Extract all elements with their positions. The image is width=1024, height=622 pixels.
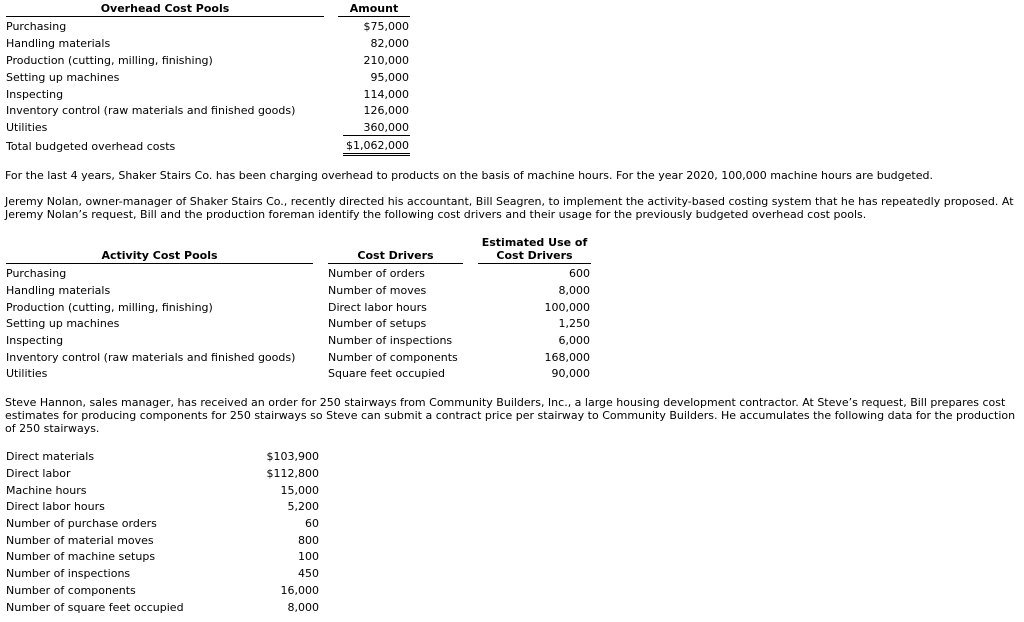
production-row-value: $112,800 [266, 467, 319, 480]
production-row-label: Number of material moves [6, 534, 154, 547]
activity-row-usage: 600 [569, 267, 590, 280]
production-row-label: Number of purchase orders [6, 517, 157, 530]
overhead-row-label: Setting up machines [6, 71, 120, 84]
overhead-amount-header: Amount [349, 2, 399, 15]
production-row-label: Number of components [6, 584, 136, 597]
activity-row-usage: 6,000 [558, 334, 590, 347]
activity-pool-header-underline [6, 263, 313, 264]
overhead-row-label: Handling materials [6, 37, 111, 50]
paragraph-machine-hours: For the last 4 years, Shaker Stairs Co. has been charging overhead to products on the basis of machine hours. For the year 2020, 100,000 machine hours are budgeted. [5, 169, 933, 182]
overhead-amount-header-underline [338, 16, 410, 17]
overhead-total-double-rule-2 [343, 155, 410, 156]
activity-row-driver: Square feet occupied [328, 367, 446, 380]
production-row-value: 15,000 [280, 484, 319, 497]
overhead-pool-header-underline [6, 16, 324, 17]
activity-row-driver: Direct labor hours [328, 301, 427, 314]
production-row-value: 60 [305, 517, 319, 530]
activity-row-usage: 168,000 [544, 351, 590, 364]
production-row-label: Number of inspections [6, 567, 131, 580]
production-row-label: Direct labor [6, 467, 71, 480]
activity-row-usage: 1,250 [558, 317, 590, 330]
production-row-label: Direct materials [6, 450, 95, 463]
activity-row-pool: Inspecting [6, 334, 64, 347]
cost-drivers-header-underline [328, 263, 463, 264]
production-row-value: 450 [298, 567, 319, 580]
overhead-total-amount: $1,062,000 [346, 139, 409, 152]
activity-row-driver: Number of setups [328, 317, 427, 330]
paragraph-order-request: Steve Hannon, sales manager, has received an order for 250 stairways from Community Builders, Inc., a large housing development contractor. At Steve’s request, Bill prepares cost estimates for producing components for 250 stairways so Steve can submit a contract price per stairway to Community Builders. He accumulates the following data for the production of 250 stairways. [5, 396, 1016, 435]
activity-row-pool: Production (cutting, milling, finishing) [6, 301, 213, 314]
activity-row-pool: Purchasing [6, 267, 67, 280]
overhead-row-amount: 95,000 [370, 71, 409, 84]
activity-row-pool: Inventory control (raw materials and finished goods) [6, 351, 296, 364]
production-row-value: 16,000 [280, 584, 319, 597]
overhead-pool-header: Overhead Cost Pools [100, 2, 230, 15]
overhead-row-amount: 210,000 [363, 54, 409, 67]
overhead-total-double-rule-1 [343, 153, 410, 154]
overhead-row-label: Production (cutting, milling, finishing) [6, 54, 213, 67]
activity-row-pool: Utilities [6, 367, 48, 380]
activity-row-driver: Number of components [328, 351, 458, 364]
cost-drivers-header: Cost Drivers [357, 249, 434, 262]
usage-header-line1: Estimated Use of [481, 236, 588, 249]
production-row-value: 5,200 [287, 500, 319, 513]
production-row-value: 800 [298, 534, 319, 547]
overhead-subtotal-rule [343, 135, 410, 136]
overhead-row-label: Utilities [6, 121, 48, 134]
activity-row-usage: 100,000 [544, 301, 590, 314]
overhead-row-label: Inspecting [6, 88, 64, 101]
overhead-row-amount: 360,000 [363, 121, 409, 134]
overhead-row-amount: $75,000 [363, 20, 409, 33]
overhead-total-label: Total budgeted overhead costs [6, 140, 176, 153]
activity-row-pool: Handling materials [6, 284, 111, 297]
production-row-label: Machine hours [6, 484, 87, 497]
usage-header-line2: Cost Drivers [496, 249, 573, 262]
production-row-label: Direct labor hours [6, 500, 105, 513]
production-row-label: Number of square feet occupied [6, 601, 184, 614]
activity-row-pool: Setting up machines [6, 317, 120, 330]
production-row-label: Number of machine setups [6, 550, 156, 563]
activity-row-driver: Number of orders [328, 267, 425, 280]
overhead-row-label: Purchasing [6, 20, 67, 33]
activity-pool-header: Activity Cost Pools [101, 249, 218, 262]
overhead-row-label: Inventory control (raw materials and finished goods) [6, 104, 296, 117]
usage-header-underline [478, 263, 591, 264]
paragraph-abc-request: Jeremy Nolan, owner-manager of Shaker Stairs Co., recently directed his accountant, Bill Seagren, to implement the activity-based costing system that he has repeatedly proposed. At Jeremy Nolan’s request, Bill and the production foreman identify the following cost drivers and their usage for the previously budgeted overhead cost pools. [5, 195, 1014, 221]
production-row-value: 100 [298, 550, 319, 563]
activity-row-usage: 90,000 [551, 367, 590, 380]
overhead-row-amount: 114,000 [363, 88, 409, 101]
activity-row-driver: Number of moves [328, 284, 427, 297]
overhead-row-amount: 82,000 [370, 37, 409, 50]
production-row-value: 8,000 [287, 601, 319, 614]
overhead-row-amount: 126,000 [363, 104, 409, 117]
production-row-value: $103,900 [266, 450, 319, 463]
activity-row-usage: 8,000 [558, 284, 590, 297]
activity-row-driver: Number of inspections [328, 334, 453, 347]
